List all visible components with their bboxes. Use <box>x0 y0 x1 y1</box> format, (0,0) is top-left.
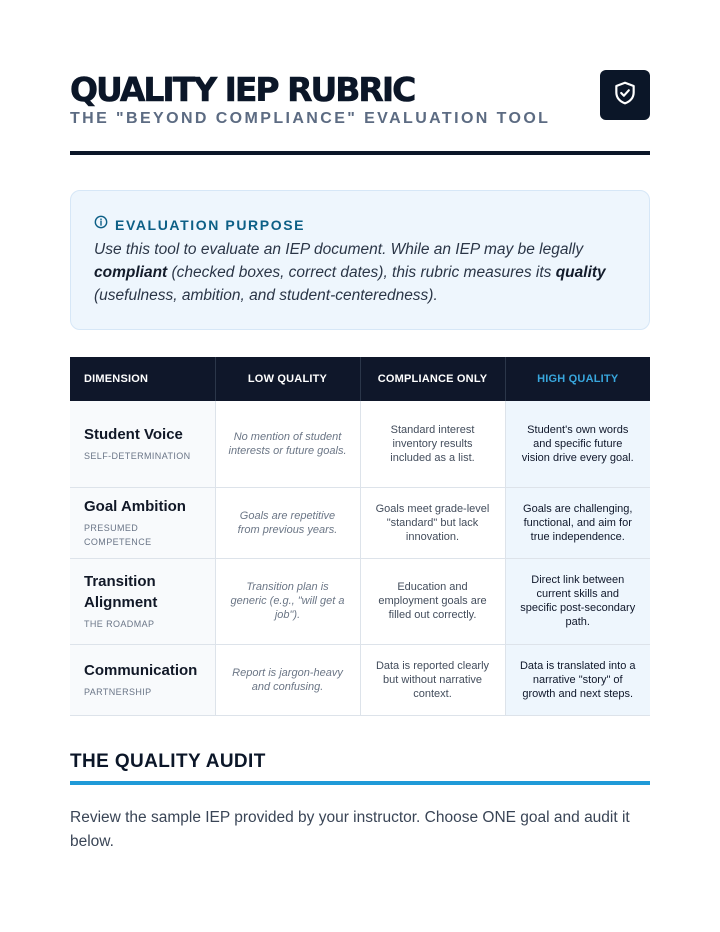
dimension-subtitle: THE ROADMAP <box>84 619 155 629</box>
high-quality-cell: Direct link between current skills and specific post-secondary path. <box>505 558 650 644</box>
column-header-low-quality: LOW QUALITY <box>215 357 360 401</box>
purpose-emphasis-compliant: compliant <box>94 264 168 281</box>
audit-instructions: Review the sample IEP provided by your instructor. Choose ONE goal and audit it below. <box>70 809 630 850</box>
purpose-text-part: Use this tool to evaluate an IEP document. While an IEP may be legally <box>94 241 584 258</box>
dimension-cell <box>70 401 215 487</box>
shield-badge <box>600 70 650 120</box>
page-header <box>70 70 650 156</box>
low-quality-cell: No mention of student interests or future goals. <box>215 401 360 487</box>
dimension-name: Communication <box>84 662 198 679</box>
dimension-cell <box>70 558 215 644</box>
section-divider <box>70 781 650 785</box>
purpose-label: EVALUATION PURPOSE <box>115 216 306 233</box>
low-quality-cell: Transition plan is generic (e.g., "will get a job"). <box>215 558 360 644</box>
rubric-header-row <box>70 357 650 401</box>
purpose-heading <box>94 215 305 234</box>
shield-check-icon <box>612 80 638 111</box>
dimension-cell <box>70 644 215 715</box>
header-divider <box>70 151 650 155</box>
dimension-subtitle: SELF-DETERMINATION <box>84 451 191 462</box>
purpose-emphasis-quality: quality <box>555 264 606 281</box>
compliance-only-cell: Goals meet grade-level "standard" but lack innovation. <box>360 487 505 558</box>
dimension-subtitle: PRESUMED COMPETENCE <box>84 523 152 547</box>
table-row <box>70 558 650 644</box>
dimension-subtitle: PARTNERSHIP <box>84 687 152 697</box>
section-title-quality-audit: THE QUALITY AUDIT <box>70 751 266 772</box>
dimension-name: Goal Ambition <box>84 498 186 515</box>
high-quality-cell: Student's own words and specific future vision drive every goal. <box>505 401 650 487</box>
dimension-cell <box>70 487 215 558</box>
page-subtitle: THE "BEYOND COMPLIANCE" EVALUATION TOOL <box>70 110 551 127</box>
table-row <box>70 487 650 558</box>
low-quality-cell: Goals are repetitive from previous years. <box>215 487 360 558</box>
dimension-name: Student Voice <box>84 426 183 444</box>
column-header-high-quality: HIGH QUALITY <box>505 357 650 401</box>
purpose-text <box>94 238 624 307</box>
compliance-only-cell: Data is reported clearly but without narrative context. <box>360 644 505 715</box>
table-row <box>70 401 650 487</box>
column-header-dimension: DIMENSION <box>70 357 215 401</box>
table-row <box>70 644 650 715</box>
low-quality-cell: Report is jargon-heavy and confusing. <box>215 644 360 715</box>
purpose-text-part: (checked boxes, correct dates), this rubric measures its <box>167 264 556 281</box>
compliance-only-cell: Education and employment goals are filled out correctly. <box>360 558 505 644</box>
high-quality-cell: Goals are challenging, functional, and aim for true independence. <box>505 487 650 558</box>
page-title: QUALITY IEP RUBRIC <box>70 70 415 109</box>
compliance-only-cell: Standard interest inventory results included as a list. <box>360 401 505 487</box>
dimension-name: Transition Alignment <box>84 573 158 611</box>
info-circle-icon <box>94 215 108 234</box>
high-quality-cell: Data is translated into a narrative "story" of growth and next steps. <box>505 644 650 715</box>
column-header-compliance-only: COMPLIANCE ONLY <box>360 357 505 401</box>
evaluation-purpose-panel <box>70 190 650 330</box>
rubric-table <box>70 357 650 716</box>
purpose-text-part: (usefulness, ambition, and student-centeredness). <box>94 287 438 304</box>
